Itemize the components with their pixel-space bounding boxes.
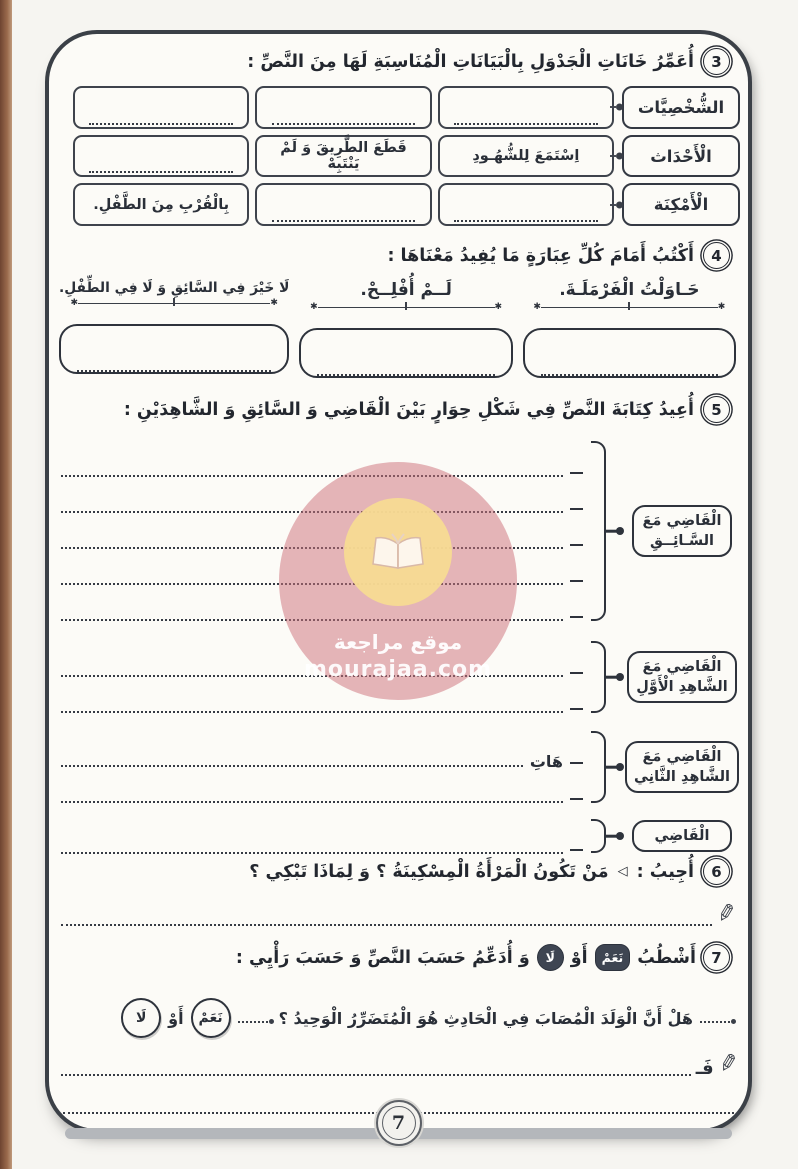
question-6-number: 6 — [703, 858, 730, 885]
q4-column-2 — [299, 280, 512, 378]
page-number-badge — [376, 1100, 422, 1146]
answer-line — [61, 549, 583, 585]
question-5-number: 5 — [703, 396, 730, 423]
question-6-header — [249, 858, 730, 885]
watermark-site-url: mourajaa.com — [303, 657, 493, 682]
yes-badge: نَعَمْ — [595, 944, 631, 971]
dialogue-section-witness2 — [61, 728, 742, 806]
question-3-number: 3 — [703, 48, 730, 75]
question-6-label: أُجِيبُ : — [636, 861, 694, 882]
q3-cell-blank — [255, 183, 431, 226]
q3-table — [73, 86, 740, 226]
question-3-header — [247, 48, 730, 75]
q5-dialogue — [61, 438, 742, 856]
dialogue-section-driver — [61, 438, 742, 624]
dotted-fill — [454, 208, 598, 222]
question-6-text: مَنْ تَكُونُ الْمَرْأَةُ الْمِسْكِينَةُ ؟ وَ لِمَاذَا تَبْكِي ؟ — [249, 861, 609, 882]
question-5-header — [124, 396, 730, 423]
dotted-fill — [541, 360, 718, 376]
section-bracket — [591, 819, 606, 853]
dialogue-section-judge — [61, 816, 742, 856]
speaker-label-judge-witness2: الْقَاضِي مَعَ الشَّاهِدِ الثَّانِي — [625, 741, 739, 794]
question-7-number: 7 — [703, 944, 730, 971]
section-bracket — [591, 731, 606, 803]
fa-prefix: فَـ — [695, 1058, 714, 1079]
question-3-title: أُعَمِّرُ خَانَاتِ الْجَدْوَلِ بِالْبَيَانَاتِ الْمُنَاسِبَةِ لَهَا مِنَ النَّصِّ : — [247, 51, 694, 72]
star-icon: ✱ — [270, 298, 278, 308]
q3-cell-blank — [255, 86, 431, 129]
section-bracket — [591, 441, 606, 621]
dialogue-section-witness1 — [61, 638, 742, 716]
dotted-flourish — [700, 1014, 734, 1023]
star-icon: ✱ — [70, 298, 79, 308]
speaker-label-judge-witness1: الْقَاضِي مَعَ الشَّاهِدِ الْأَوَّلِ — [627, 651, 736, 704]
star-icon: ✱ — [494, 302, 503, 312]
answer-line — [61, 818, 583, 854]
dialogue-lines — [61, 641, 583, 713]
question-5-title: أُعِيدُ كِتَابَةَ النَّصِّ فِي شَكْلِ حِوَارٍ بَيْنَ الْقَاضِي وَ السَّائِقِ وَ الشَّاهِدَيْنِ : — [123, 399, 694, 420]
dotted-fill — [272, 111, 416, 125]
q4-phrase-1: حَـاوَلْتُ الْفَرْمَلَـةَ. — [559, 280, 700, 300]
q3-label-places: الْأَمْكِنَة — [622, 183, 740, 226]
question-7-intro: أَشْطُبُ — [637, 947, 696, 968]
dialogue-lines — [61, 441, 583, 621]
q3-cell-place-3: بِالْقُرْبِ مِنَ الطَّفْلِ. — [73, 183, 249, 226]
triangle-marker-icon: ◁ — [617, 864, 628, 879]
answer-line-hat — [61, 731, 583, 771]
pen-icon: ✎ — [715, 1049, 741, 1079]
dotted-fill — [61, 924, 712, 926]
dotted-fill — [317, 360, 494, 376]
question-4-title: أَكْتُبُ أَمَامَ كُلِّ عِبَارَةٍ مَا يُفِيدُ مَعْنَاهَا : — [387, 245, 694, 266]
star-icon: ✱ — [310, 302, 318, 312]
answer-line — [61, 767, 583, 803]
or-word: أَوْ — [168, 1008, 184, 1028]
q7-answer-line-1 — [61, 1048, 741, 1079]
speaker-label-judge: الْقَاضِي — [632, 820, 732, 852]
q4-columns — [59, 280, 736, 378]
dotted-fill — [454, 111, 598, 125]
question-4-number: 4 — [703, 242, 730, 269]
q3-cell-blank — [73, 86, 249, 129]
pen-icon: ✎ — [713, 899, 739, 929]
q4-answer-box-3 — [59, 324, 289, 374]
q3-cell-event-2: قَطَعَ الطَّرِيقَ وَ لَمْ يَنْتَبِهْ — [255, 135, 431, 178]
book-spine-edge — [0, 0, 12, 1169]
question-4-header — [387, 242, 730, 269]
no-circle: لَا — [121, 998, 161, 1038]
section-bracket — [591, 641, 606, 713]
q4-column-1 — [523, 280, 736, 378]
dotted-fill — [89, 159, 233, 173]
dotted-flourish — [238, 1014, 272, 1023]
question-7-rest: وَ أُدَعِّمُ حَسَبَ النَّصِّ وَ حَسَبَ رَأْيِي : — [235, 947, 530, 968]
q4-column-3 — [59, 280, 289, 378]
q4-rule — [533, 303, 725, 312]
question-7-header — [236, 944, 730, 971]
dotted-fill — [61, 1074, 691, 1076]
q7-question-text: هَلْ أَنَّ الْوَلَدَ الْمُصَابَ فِي الْحَادِثِ هُوَ الْمُتَضَرِّرُ الْوَحِيدُ ؟ — [278, 1008, 693, 1028]
hat-word: هَاتِ — [529, 752, 563, 771]
q3-label-events: الْأَحْدَاث — [622, 135, 740, 178]
q4-phrase-3: لَا خَيْرَ فِي السَّائِقِ وَ لَا فِي الطِّفْلِ. — [58, 280, 290, 296]
answer-line — [61, 477, 583, 513]
answer-line — [61, 441, 583, 477]
page-frame — [45, 30, 752, 1133]
star-icon: ✱ — [717, 302, 726, 312]
q4-answer-box-2 — [299, 328, 512, 378]
q4-answer-box-1 — [523, 328, 736, 378]
q7-question-row — [57, 998, 734, 1038]
q4-rule — [310, 303, 502, 312]
q3-label-characters: الشُّخْصِيَّات — [622, 86, 740, 129]
dialogue-lines — [61, 818, 583, 854]
q3-cell-event-1: اِسْتَمَعَ لِلشُّهُـودِ — [438, 135, 614, 178]
answer-line — [61, 641, 583, 677]
dotted-fill — [272, 208, 416, 222]
star-icon: ✱ — [533, 302, 541, 312]
dialogue-lines — [61, 731, 583, 803]
answer-line — [61, 585, 583, 621]
q3-cell-blank — [438, 183, 614, 226]
dotted-fill — [77, 356, 271, 372]
q6-answer-line — [61, 896, 739, 929]
q3-cell-blank — [438, 86, 614, 129]
q3-row-labels — [622, 86, 740, 226]
page-number: 7 — [382, 1106, 416, 1140]
q4-phrase-2: لَــمْ أُفْلِــحْ. — [360, 280, 452, 300]
no-badge: لَا — [537, 944, 564, 971]
or-word: أَوْ — [570, 947, 588, 968]
q3-cell-blank — [73, 135, 249, 178]
q3-grid — [73, 86, 614, 226]
answer-line — [61, 677, 583, 713]
speaker-label-judge-driver: الْقَاضِي مَعَ السَّـائِــقِ — [632, 505, 732, 558]
answer-line — [61, 513, 583, 549]
watermark-arabic-text: موقع مراجعة — [333, 630, 463, 654]
yes-circle: نَعَمْ — [191, 998, 231, 1038]
q4-rule — [71, 299, 278, 308]
dotted-fill — [89, 111, 233, 125]
